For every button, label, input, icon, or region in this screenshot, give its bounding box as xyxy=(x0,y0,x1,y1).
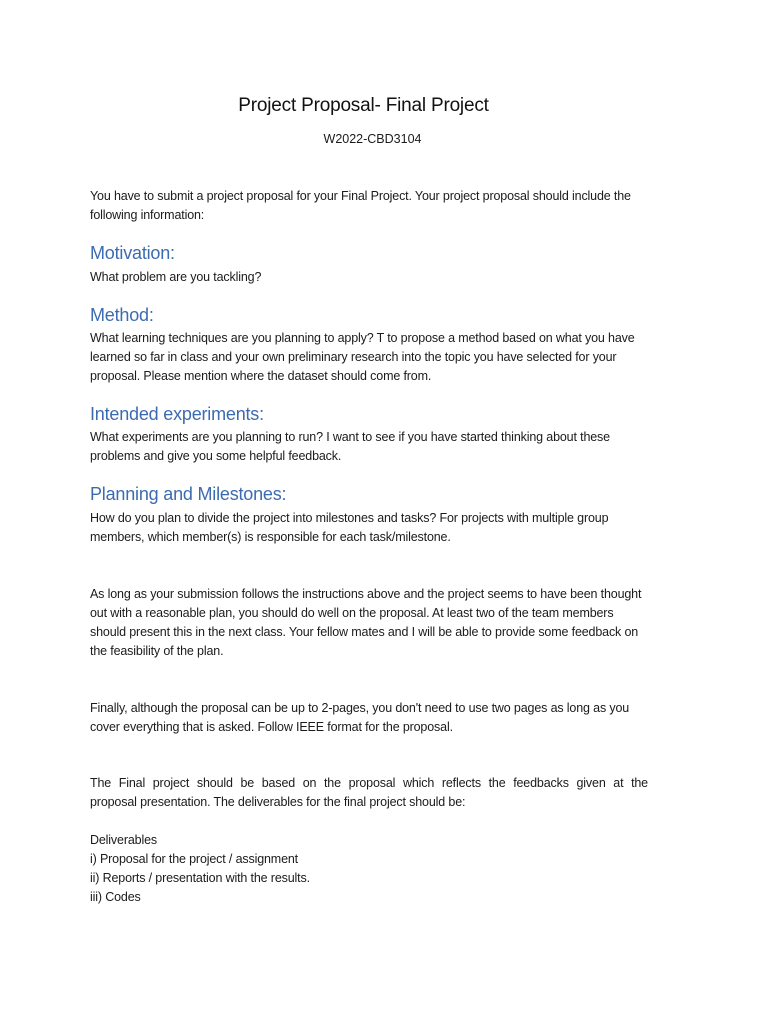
section-line: What problem are you tackling? xyxy=(90,270,262,284)
justified-word: the xyxy=(631,776,648,790)
justified-word: feedbacks xyxy=(513,776,569,790)
paragraph-line: should present this in the next class. Your fellow mates and I will be able to provide some feedback on xyxy=(90,625,639,639)
section-line: problems and give you some helpful feedback. xyxy=(90,449,342,463)
final-project-paragraph xyxy=(90,774,648,812)
section-line: proposal. Please mention where the dataset should come from. xyxy=(90,369,432,383)
justified-word: which xyxy=(402,776,435,790)
length-note-paragraph xyxy=(90,699,670,737)
section-heading-motivation: Motivation: xyxy=(90,243,175,263)
justified-word: be xyxy=(240,776,255,790)
section-heading-method: Method: xyxy=(90,305,154,325)
intro-line: You have to submit a project proposal for your Final Project. Your project proposal should include the xyxy=(90,189,631,203)
justified-word: reflects xyxy=(441,776,481,790)
intro-paragraph xyxy=(90,187,670,225)
deliverable-item: i) Proposal for the project / assignment xyxy=(90,852,298,866)
paragraph-line: cover everything that is asked. Follow IEEE format for the proposal. xyxy=(90,720,453,734)
section-heading-intended-experiments: Intended experiments: xyxy=(90,404,264,424)
deliverable-item: iii) Codes xyxy=(90,890,141,904)
justified-word: The xyxy=(90,776,112,790)
justified-word: the xyxy=(323,776,341,790)
justified-word: should xyxy=(196,776,233,790)
section-body-intended-experiments xyxy=(90,428,670,466)
paragraph-line: proposal presentation. The deliverables for the final project should be: xyxy=(90,795,466,809)
section-line: How do you plan to divide the project into milestones and tasks? For projects with multiple group xyxy=(90,511,609,525)
deliverables-heading: Deliverables xyxy=(90,833,157,847)
submission-note-paragraph xyxy=(90,585,670,661)
intro-line: following information: xyxy=(90,208,205,222)
deliverables-list xyxy=(90,831,670,907)
section-line: learned so far in class and your own preliminary research into the topic you have selected for your xyxy=(90,350,617,364)
justified-word: on xyxy=(302,776,317,790)
paragraph-line: Finally, although the proposal can be up to 2-pages, you don't need to use two pages as long as you xyxy=(90,701,630,715)
justified-word: given xyxy=(576,776,606,790)
course-code: W2022-CBD3104 xyxy=(323,132,422,146)
section-body-motivation xyxy=(90,268,670,287)
section-heading-planning-milestones: Planning and Milestones: xyxy=(90,484,287,504)
justified-word: Final xyxy=(118,776,146,790)
document-title: Project Proposal- Final Project xyxy=(238,95,489,116)
justified-word: project xyxy=(152,776,190,790)
section-body-planning-milestones xyxy=(90,509,670,547)
section-body-method xyxy=(90,329,670,386)
section-line: What learning techniques are you planning to apply? T to propose a method based on what you have xyxy=(90,331,635,345)
justified-word: proposal xyxy=(348,776,396,790)
justified-paragraph-line xyxy=(90,774,648,793)
section-line: members, which member(s) is responsible for each task/milestone. xyxy=(90,530,451,544)
paragraph-line: the feasibility of the plan. xyxy=(90,644,224,658)
section-line: What experiments are you planning to run? I want to see if you have started thinking about these xyxy=(90,430,610,444)
justified-word: the xyxy=(488,776,506,790)
justified-word: based xyxy=(261,776,296,790)
justified-word: at xyxy=(613,776,624,790)
paragraph-line: out with a reasonable plan, you should do well on the proposal. At least two of the team members xyxy=(90,606,614,620)
deliverable-item: ii) Reports / presentation with the results. xyxy=(90,871,310,885)
paragraph-line: As long as your submission follows the instructions above and the project seems to have been thought xyxy=(90,587,642,601)
